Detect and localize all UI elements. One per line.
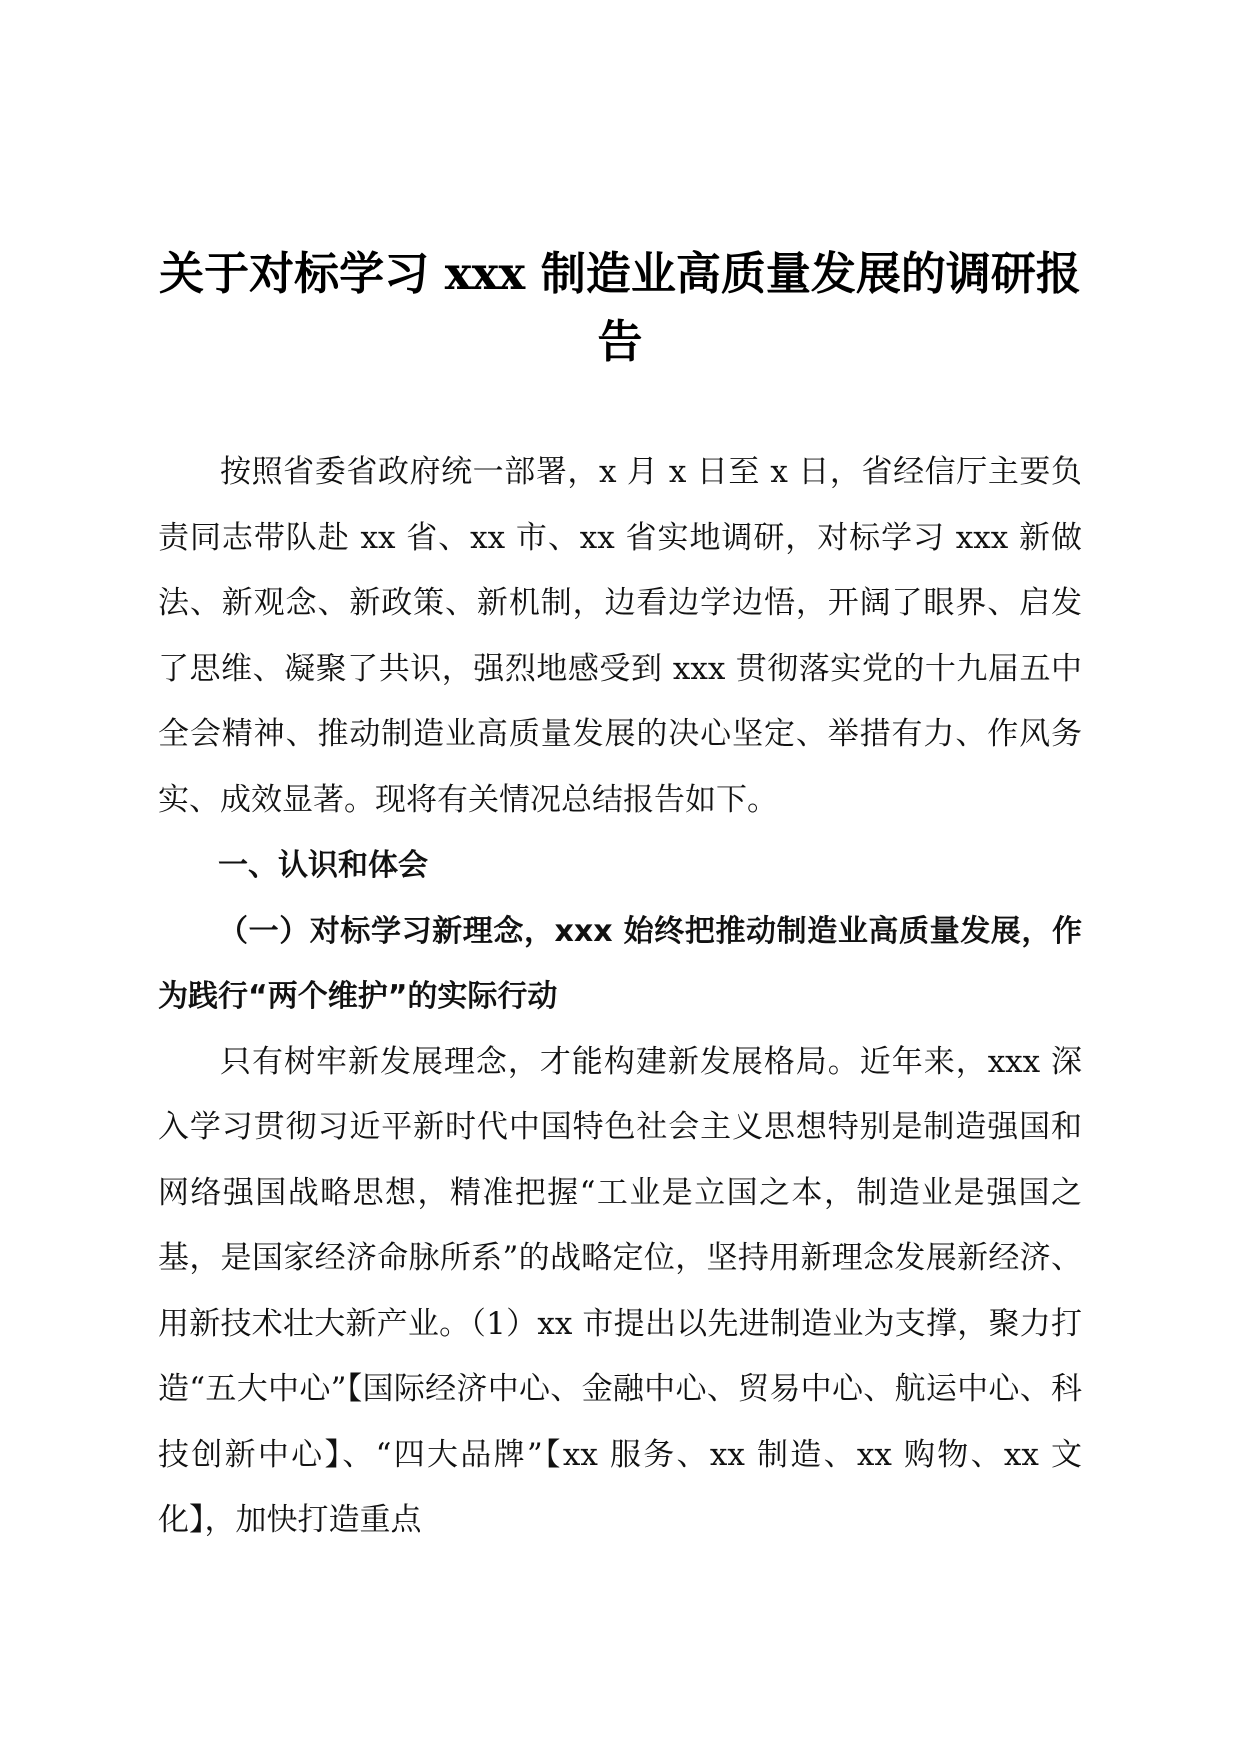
body-paragraph: 只有树牢新发展理念，才能构建新发展格局。近年来，xxx 深入学习贯彻习近平新时代中国特色社会主义思想特别是制造强国和网络强国战略思想，精准把握“工业是立国之本，制造业是强国之基，是国家经济命脉所系”的战略定位，坚持用新理念发展新经济、用新技术壮大新产业。（1）xx 市提出以先进制造业为支撑，聚力打造“五大中心”【国际经济中心、金融中心、贸易中心、航运中心、科技创新中心】、“四大品牌”【xx 服务、xx 制造、xx 购物、xx 文化】，加快打造重点 — [158, 1043, 1082, 1538]
intro-paragraph: 按照省委省政府统一部署，x 月 x 日至 x 日，省经信厅主要负责同志带队赴 xx 省、xx 市、xx 省实地调研，对标学习 xxx 新做法、新观念、新政策、新机制，边看边学边悟，开阔了眼界、启发了思维、凝聚了共识，强烈地感受到 xxx 贯彻落实党的十九届五中全会精神、推动制造业高质量发展的决心坚定、举措有力、作风务实、成效显著。现将有关情况总结报告如下。 — [158, 454, 1082, 818]
document-body — [158, 440, 1082, 1554]
section-heading: 一、认识和体会 — [218, 848, 428, 883]
subsection-heading: （一）对标学习新理念，xxx 始终把推动制造业高质量发展，作为践行“两个维护”的实际行动 — [158, 913, 1082, 1014]
document-title: 关于对标学习 xxx 制造业高质量发展的调研报告 — [159, 247, 1081, 368]
